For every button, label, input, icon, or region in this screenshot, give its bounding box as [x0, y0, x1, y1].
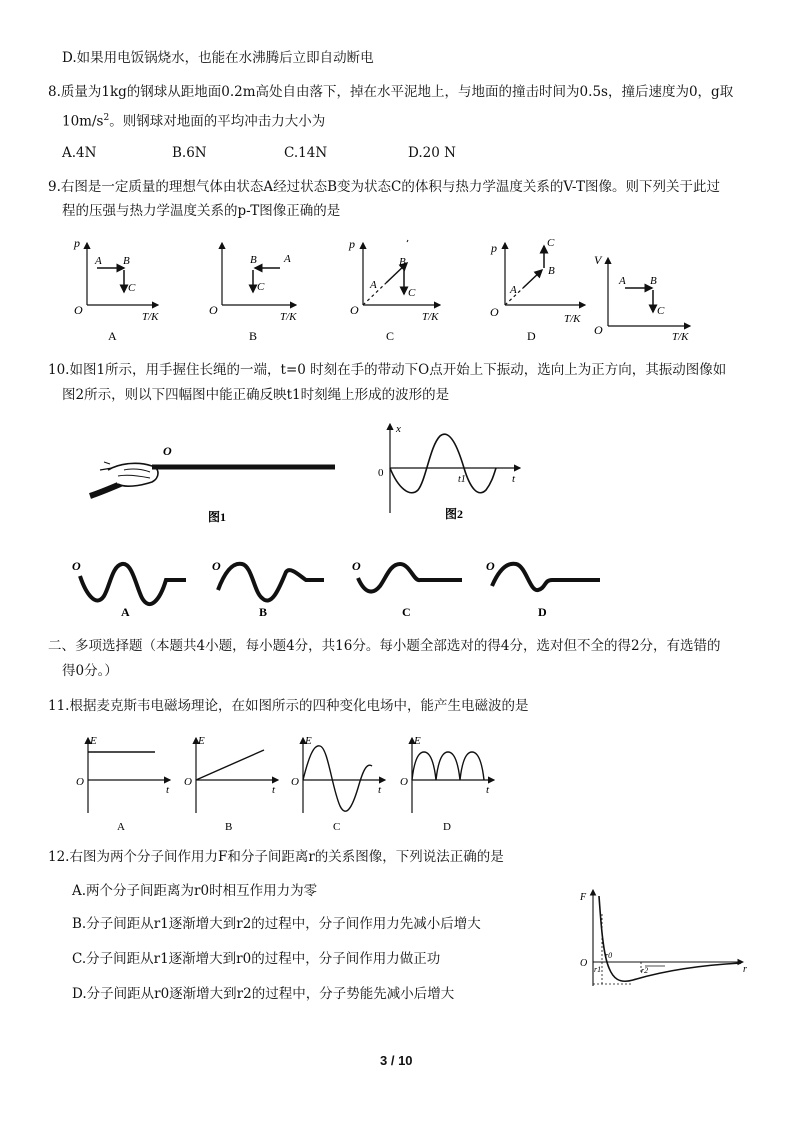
svg-text:C: C [408, 287, 416, 299]
section2-heading-line2: 得0分。） [62, 663, 118, 679]
q11-stem: 11.根据麦克斯韦电磁场理论，在如图所示的四种变化电场中，能产生电磁波的是 [48, 698, 529, 714]
svg-text:B: B [548, 265, 555, 277]
q10-fig1-hand-rope [90, 444, 335, 524]
q9-graph-a [73, 236, 159, 343]
q10-choice-b [212, 559, 324, 619]
svg-text:C: C [257, 281, 265, 293]
svg-text:t: t [512, 473, 516, 485]
svg-text:B: B [399, 256, 406, 268]
svg-text:t: t [272, 784, 276, 796]
q9-graph-d [490, 237, 585, 343]
svg-text:O: O [291, 776, 299, 788]
q8-option-a: A.4N [62, 145, 97, 161]
q11-graph-b [184, 735, 278, 833]
svg-text:B: B [650, 275, 657, 287]
svg-text:B: B [123, 255, 130, 267]
svg-text:t: t [166, 784, 170, 796]
svg-text:A: A [370, 279, 377, 291]
svg-text:A: A [108, 329, 117, 343]
svg-text:t1: t1 [458, 474, 466, 485]
svg-text:O: O [163, 444, 172, 458]
svg-text:O: O [486, 559, 495, 573]
svg-text:E: E [90, 735, 97, 747]
svg-text:A: A [619, 275, 626, 287]
svg-text:r: r [743, 964, 747, 975]
svg-text:图1: 图1 [208, 510, 227, 524]
svg-text:T/K: T/K [280, 311, 297, 323]
svg-text:T/K: T/K [672, 331, 689, 343]
svg-text:C: C [386, 329, 395, 343]
q12-option-a: A.两个分子间距离为r0时相互作用力为零 [72, 883, 318, 899]
q7-option-d: D.如果用电饭锅烧水，也能在水沸腾后立即自动断电 [62, 50, 374, 66]
svg-text:r1: r1 [594, 965, 602, 974]
q11-graph-d [400, 735, 494, 833]
svg-text:D: D [443, 821, 451, 833]
svg-text:x: x [396, 423, 401, 435]
svg-text:T/K: T/K [564, 313, 581, 325]
svg-text:r2: r2 [641, 966, 649, 975]
svg-text:D: D [527, 329, 536, 343]
q9-graph-b [209, 243, 297, 343]
svg-text:T/K: T/K [142, 311, 159, 323]
svg-text:p: p [349, 237, 355, 251]
svg-text:A: A [121, 605, 130, 619]
q8-stem-line1: 8.质量为1kg的钢球从距地面0.2m高处自由落下，掉在水平泥地上，与地面的撞击时间为0.5s，撞后速度为0，g取 [48, 84, 734, 100]
svg-text:T/K: T/K [422, 311, 439, 323]
svg-text:B: B [225, 821, 233, 833]
svg-text:O: O [350, 303, 359, 317]
svg-text:D: D [538, 605, 547, 619]
svg-text:O: O [580, 958, 588, 969]
svg-text:O: O [490, 305, 499, 319]
svg-text:E: E [305, 735, 312, 747]
q10-choice-a [72, 559, 186, 619]
svg-text:V: V [594, 253, 602, 267]
q10-figures [0, 418, 794, 528]
q8-option-c: C.14N [284, 145, 328, 161]
svg-text:C: C [547, 237, 555, 249]
svg-text:A: A [284, 253, 291, 265]
q9-vt-graph [594, 253, 690, 343]
page-number: 3 / 10 [380, 1053, 413, 1068]
q10-fig2-vibration-graph [378, 423, 520, 521]
q9-graph-c [348, 237, 440, 343]
q8-option-d: D.20 N [408, 145, 456, 161]
svg-text:p: p [491, 241, 497, 255]
q10-choice-d [486, 559, 600, 619]
svg-text:O: O [400, 776, 408, 788]
q12-stem: 12.右图为两个分子间作用力F和分子间距离r的关系图像，下列说法正确的是 [48, 849, 504, 865]
svg-text:C: C [402, 605, 411, 619]
q12-force-graph [575, 884, 775, 994]
svg-text:O: O [184, 776, 192, 788]
svg-text:A: A [117, 821, 125, 833]
svg-text:O: O [594, 323, 603, 337]
section2-heading-line1: 二、多项选择题（本题共4小题，每小题4分，共16分。每小题全部选对的得4分，选对但不全的得2分，有选错的 [48, 638, 721, 654]
svg-text:O: O [72, 559, 81, 573]
q8-option-b: B.6N [172, 145, 207, 161]
svg-text:0: 0 [378, 467, 384, 479]
svg-text:r0: r0 [605, 951, 613, 960]
svg-text:A: A [510, 284, 517, 296]
svg-text:O: O [209, 303, 218, 317]
q9-stem-line1: 9.右图是一定质量的理想气体由状态A经过状态B变为状态C的体积与热力学温度关系的V-T图像。则下列关于此过 [48, 179, 720, 195]
svg-text:O: O [352, 559, 361, 573]
svg-text:O: O [212, 559, 221, 573]
q11-graphs [0, 728, 794, 838]
svg-text:C: C [333, 821, 341, 833]
q11-graph-c [291, 735, 385, 833]
q12-option-b: B.分子间距从r1逐渐增大到r2的过程中，分子间作用力先减小后增大 [72, 916, 481, 932]
svg-text:B: B [259, 605, 268, 619]
svg-text:O: O [74, 303, 83, 317]
svg-text:F: F [580, 892, 587, 903]
q10-choices [0, 556, 794, 626]
svg-text:t: t [378, 784, 382, 796]
q9-graphs [0, 228, 794, 348]
q10-stem-line1: 10.如图1所示，用手握住长绳的一端，t=0 时刻在手的带动下O点开始上下振动，选向上为正方向，其振动图像如 [48, 362, 727, 378]
svg-text:E: E [414, 735, 421, 747]
svg-text:O: O [76, 776, 84, 788]
q12-option-c: C.分子间距从r1逐渐增大到r0的过程中，分子间作用力做正功 [72, 951, 441, 967]
svg-text:B: B [250, 254, 257, 266]
svg-text:C: C [128, 282, 136, 294]
svg-text:B: B [249, 329, 258, 343]
q11-graph-a [76, 735, 170, 833]
svg-text:t: t [486, 784, 490, 796]
q10-choice-c [352, 559, 462, 619]
svg-text:C: C [657, 305, 665, 317]
q8-stem-line2: $10m/s^2$。则钢球对地面的平均冲击力大小为 [62, 113, 326, 130]
svg-text:E: E [198, 735, 205, 747]
q9-stem-line2: 程的压强与热力学温度关系的p-T图像正确的是 [62, 203, 341, 219]
q10-stem-line2: 图2所示，则以下四幅图中能正确反映t1时刻绳上形成的波形的是 [62, 387, 450, 403]
svg-text:p: p [74, 236, 80, 250]
q12-option-d: D.分子间距从r0逐渐增大到r2的过程中，分子势能先减小后增大 [72, 986, 455, 1002]
svg-text:A: A [95, 255, 102, 267]
svg-text:图2: 图2 [445, 507, 464, 521]
